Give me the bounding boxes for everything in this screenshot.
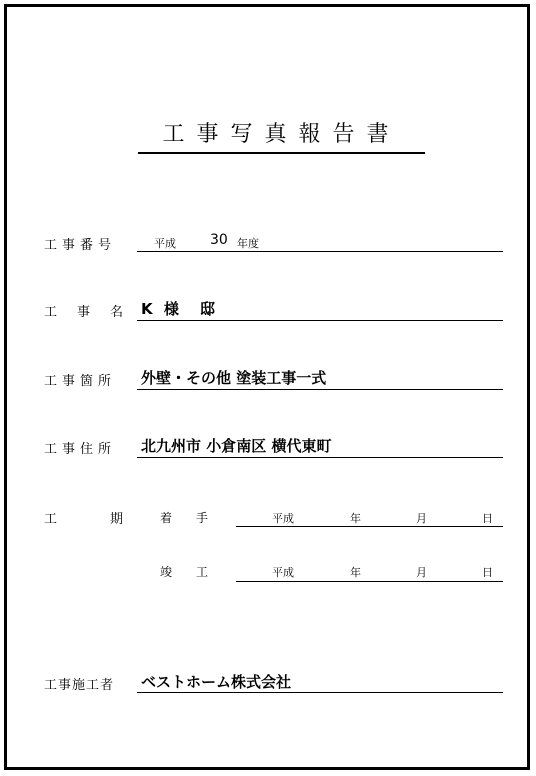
construction-number-underline — [137, 251, 503, 252]
construction-location-label: 工事箇所 — [44, 374, 117, 389]
period-start-year: 年 — [350, 512, 361, 525]
period-start-month: 月 — [416, 512, 427, 525]
period-end-label: 竣 工 — [160, 565, 209, 579]
construction-name-value: K 様 邸 — [141, 300, 218, 318]
period-end-underline — [236, 581, 503, 582]
construction-name-underline — [137, 320, 503, 321]
construction-name-label-3: 名 — [110, 305, 129, 320]
construction-address-label: 工事住所 — [44, 442, 117, 457]
construction-name-label-1: 工 — [44, 305, 63, 320]
document-title: 工事写真報告書 — [138, 120, 425, 154]
period-start-day: 日 — [482, 512, 493, 525]
contractor-underline — [137, 692, 503, 693]
construction-location-value: 外壁・その他 塗装工事一式 — [141, 369, 327, 387]
construction-number-label: 工事番号 — [44, 238, 117, 253]
period-start-era: 平成 — [272, 512, 294, 525]
construction-number-era: 平成 — [154, 237, 176, 250]
period-start-underline — [236, 526, 503, 527]
contractor-value: ベストホーム株式会社 — [141, 673, 292, 691]
period-start-label: 着 手 — [160, 511, 209, 525]
construction-location-underline — [137, 389, 503, 390]
period-end-era: 平成 — [272, 566, 294, 579]
construction-name-label-2: 事 — [77, 305, 96, 320]
construction-address-underline — [137, 457, 503, 458]
contractor-label: 工事施工者 — [44, 678, 115, 693]
construction-period-label-2: 期 — [110, 512, 129, 527]
construction-number-year-suffix: 年度 — [237, 237, 259, 250]
construction-period-label-1: 工 — [44, 512, 63, 527]
period-end-day: 日 — [482, 566, 493, 579]
period-end-year: 年 — [350, 566, 361, 579]
construction-number-year: 30 — [210, 232, 228, 248]
period-end-month: 月 — [416, 566, 427, 579]
construction-address-value: 北九州市 小倉南区 横代東町 — [141, 437, 332, 455]
